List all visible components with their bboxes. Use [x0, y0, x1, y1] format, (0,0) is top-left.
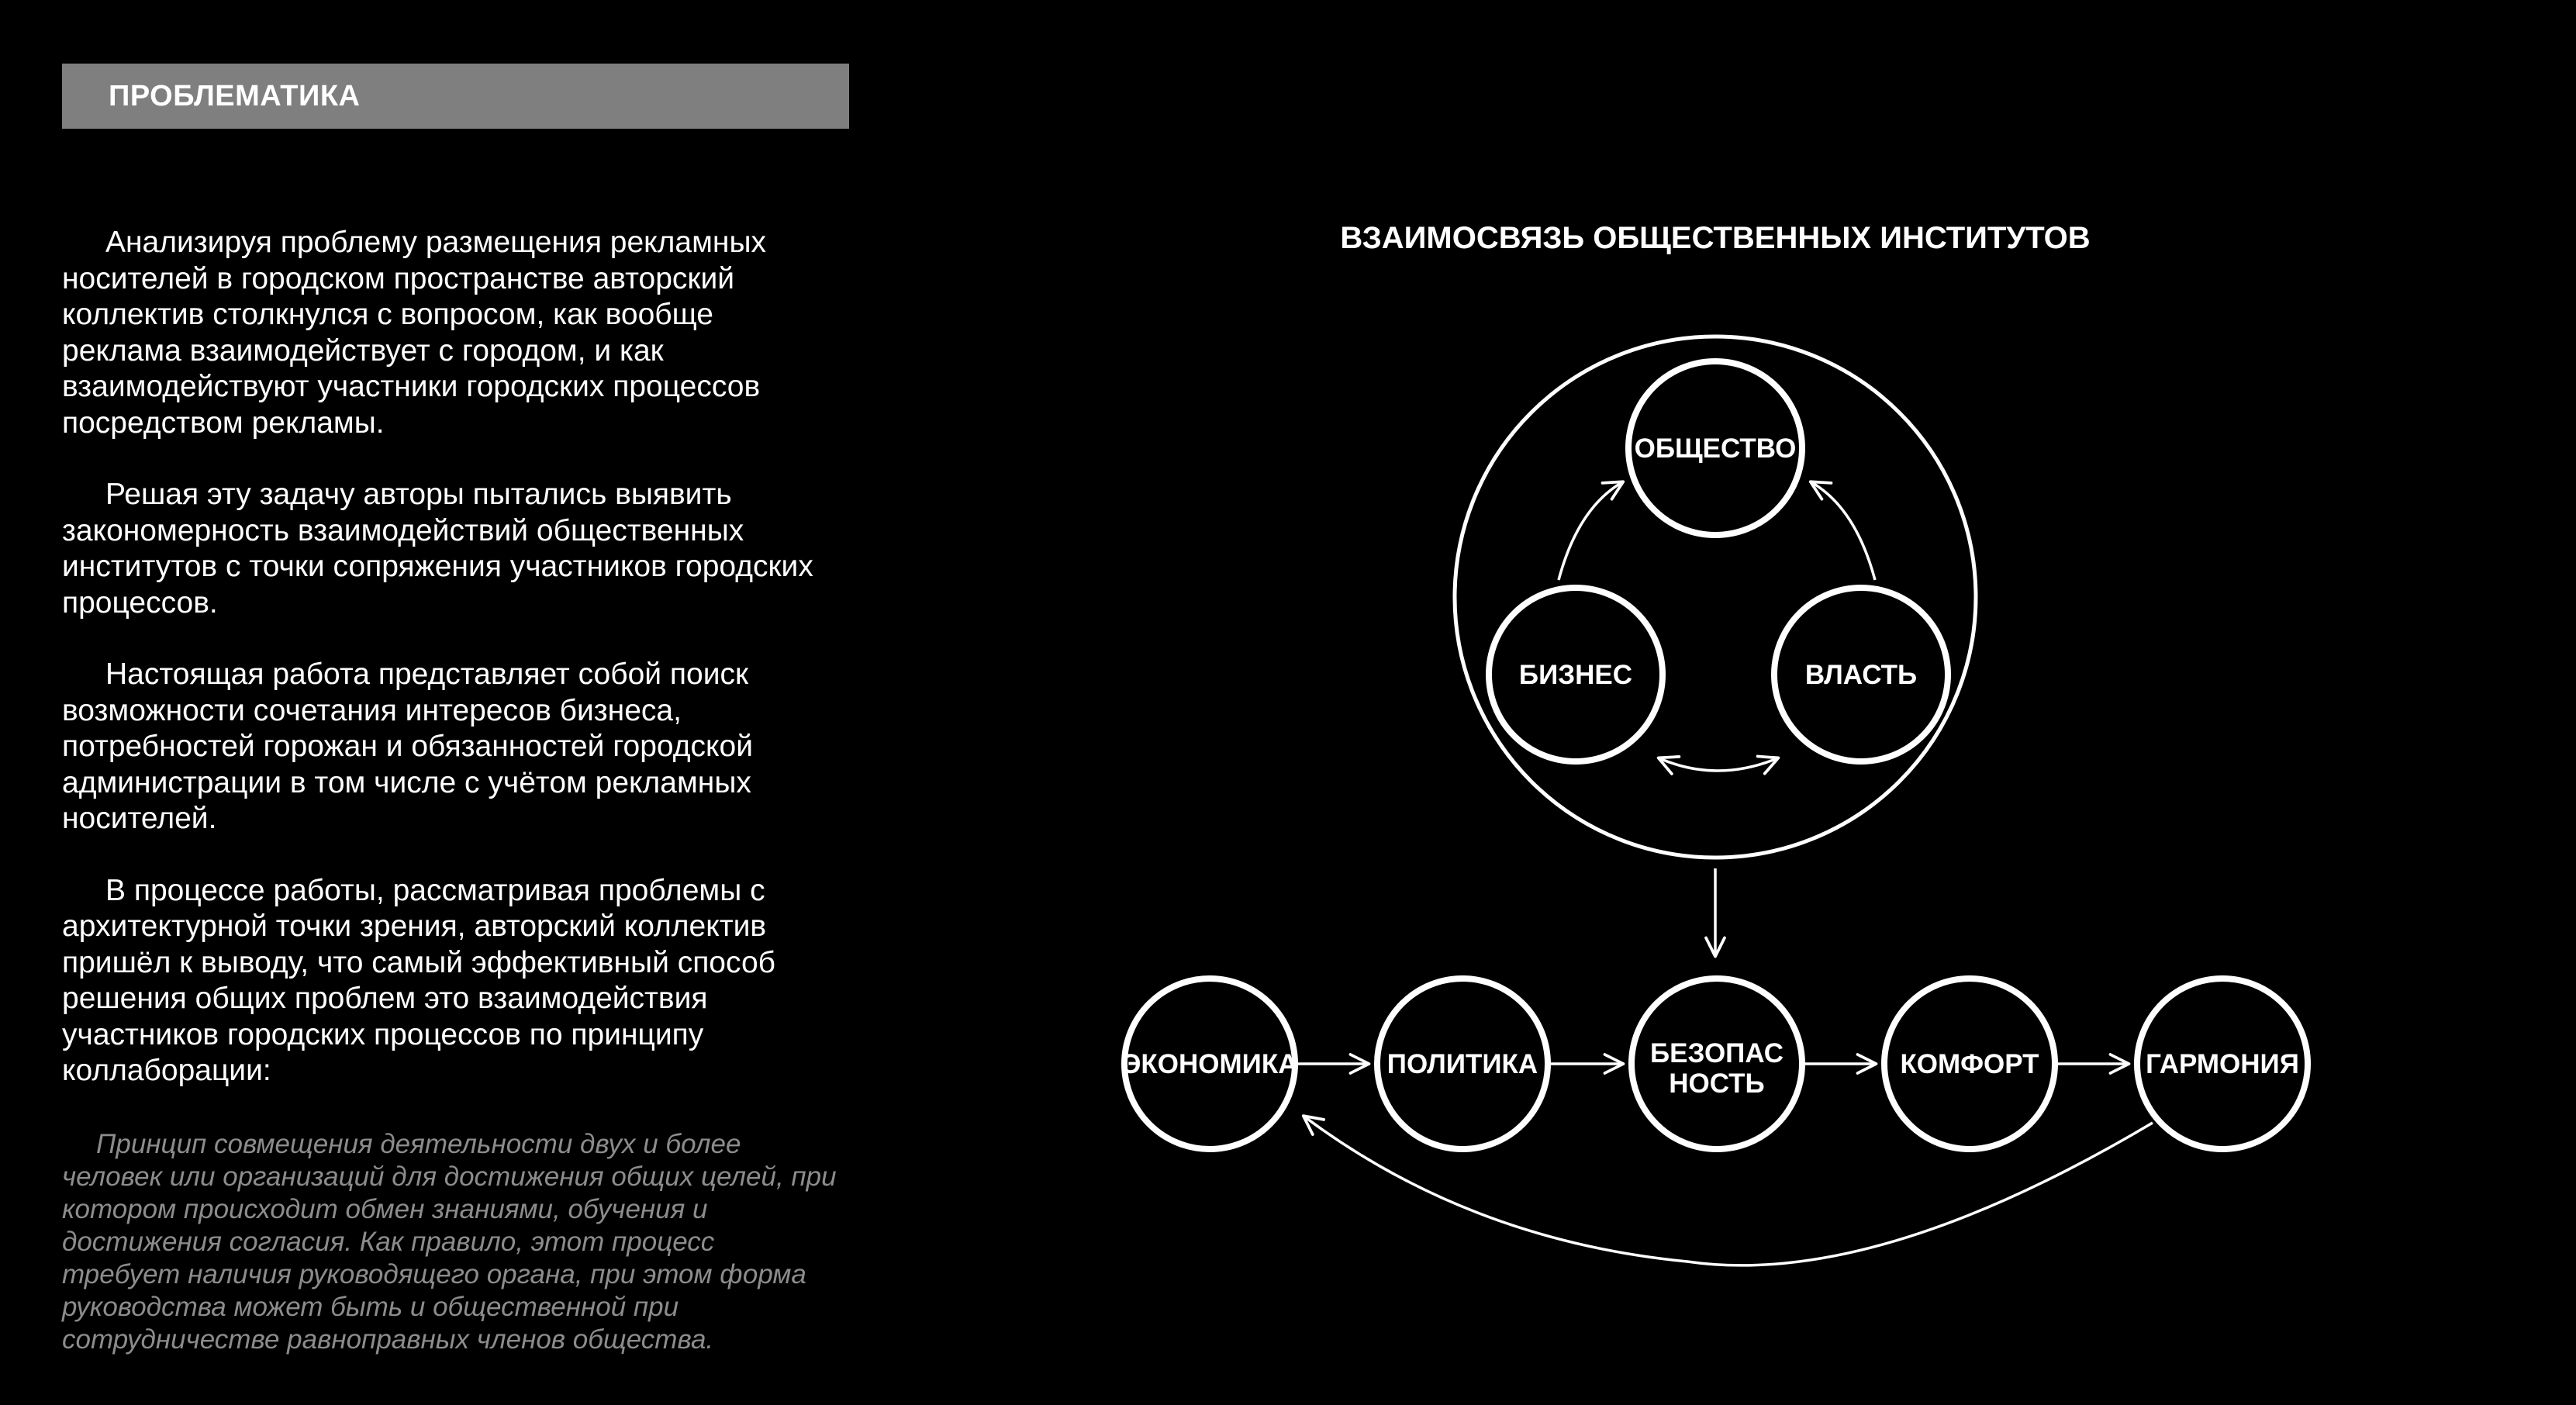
arrow-harmony-to-economy — [1304, 1117, 2153, 1265]
node-economy-label: ЭКОНОМИКА — [1121, 1049, 1298, 1079]
arrow-business-to-society — [1559, 482, 1622, 580]
section-title: ПРОБЛЕМАТИКА — [109, 80, 361, 112]
node-comfort-label: КОМФОРТ — [1900, 1049, 2039, 1079]
node-society-label: ОБЩЕСТВО — [1634, 433, 1797, 464]
node-politics-label: ПОЛИТИКА — [1386, 1049, 1538, 1079]
paragraph-1: Анализируя проблему размещения рекламных носителей в городском пространстве авторский коллектив столкнулся с вопросом, как вообще реклама взаимодействует с городом, и как взаимодействуют участники городских процессов посредством рекламы. — [62, 226, 766, 440]
node-power-label: ВЛАСТЬ — [1804, 660, 1918, 690]
collaboration-definition: Принцип совмещения деятельности двух и более человек или организаций для достижения общих целей, при котором происходит обмен знаниями, обучения и достижения согласия. Как правило, этот процесс требует наличия руководящего органа, при этом форма руководства может быть и общественной при сотрудничестве равноправных членов общества. — [62, 1128, 837, 1355]
node-security-label-line2: НОСТЬ — [1669, 1068, 1765, 1099]
node-comfort — [1884, 979, 2055, 1149]
node-harmony-label: ГАРМОНИЯ — [2146, 1049, 2299, 1079]
arrow-business-power — [1659, 758, 1777, 771]
node-business — [1489, 588, 1663, 761]
arrow-power-to-society — [1811, 482, 1875, 580]
paragraph-4: В процессе работы, рассматривая проблемы с архитектурной точки зрения, авторский коллектив пришёл к выводу, что самый эффективный способ решения общих проблем это взаимодействия участников городских процессов по принципу коллаборации: — [62, 873, 775, 1087]
node-politics — [1377, 979, 1548, 1149]
node-society — [1628, 361, 1802, 535]
node-harmony — [2137, 979, 2308, 1149]
node-power — [1774, 588, 1948, 761]
node-business-label: БИЗНЕС — [1518, 660, 1633, 690]
diagram-title: ВЗАИМОСВЯЗЬ ОБЩЕСТВЕННЫХ ИНСТИТУТОВ — [1340, 221, 2091, 255]
node-security — [1632, 979, 1802, 1149]
paragraph-3: Настоящая работа представляет собой поиск возможности сочетания интересов бизнеса, потребностей горожан и обязанностей городской администрации в том числе с учётом рекламных носителей. — [62, 658, 754, 835]
paragraph-2: Решая эту задачу авторы пытались выявить закономерность взаимодействий общественных институтов с точки сопряжения участников городских процессов. — [62, 478, 813, 620]
node-security-label-line1: БЕЗОПАС — [1649, 1038, 1784, 1068]
node-economy — [1122, 979, 1298, 1149]
